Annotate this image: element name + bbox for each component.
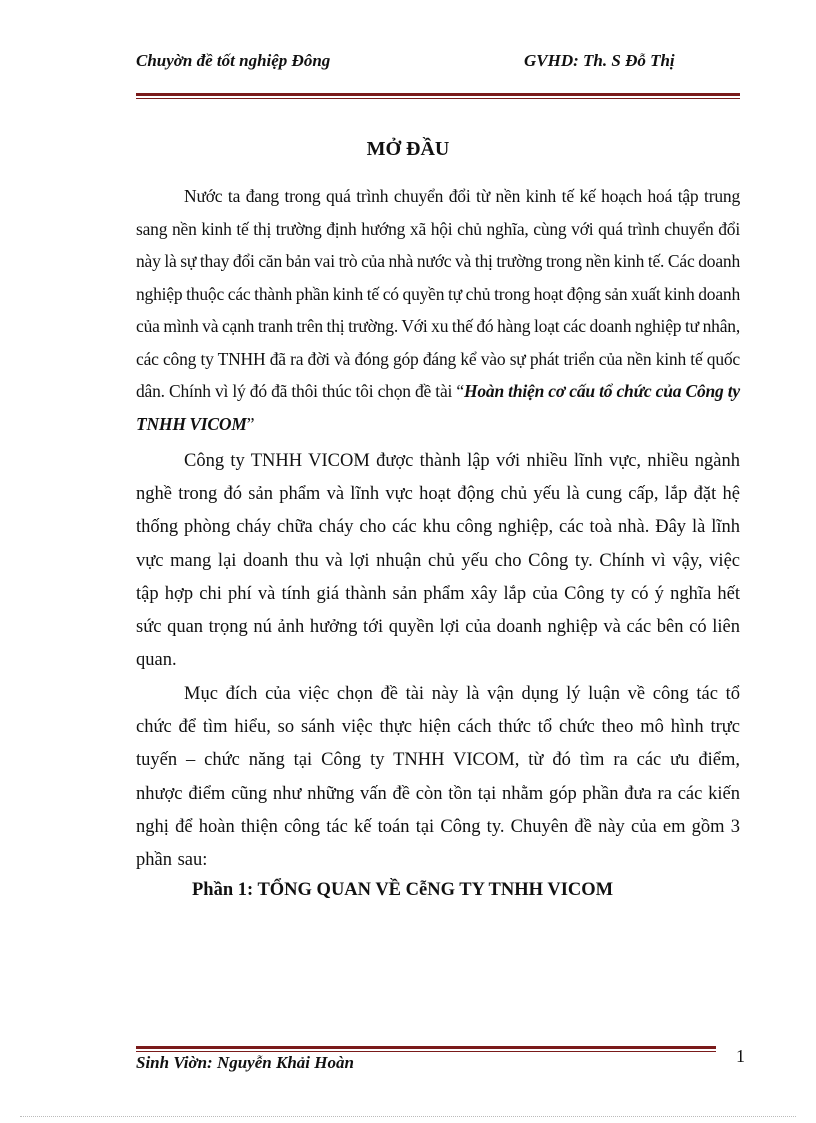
footer-author: Sinh Viờn: Nguyễn Khải Hoàn bbox=[136, 1053, 354, 1072]
paragraph-company: Công ty TNHH VICOM được thành lập với nhiều lĩnh vực, nhiều ngành nghề trong đó sản phẩm và lĩnh vực hoạt động chủ yếu là cung cấp, lắp đặt hệ thống phòng cháy chữa cháy cho các khu công nghiệp, các toà nhà. Đây là lĩnh vực mang lại doanh thu và lợi nhuận chủ yếu cho Công ty. Chính vì vậy, việc tập hợp chi phí và tính giá thành sản phẩm xây lắp của Công ty có ý nghĩa hết sức quan trọng nú ảnh hưởng tới quyền lợi của doanh nghiệp và các bên có liên quan. bbox=[136, 451, 740, 671]
page-title: MỞ ĐẦU bbox=[366, 138, 450, 160]
closing-quote: ” bbox=[246, 413, 255, 434]
header-advisor: GVHD: Th. S Đỗ Thị bbox=[524, 51, 675, 70]
header-course-title: Chuyờn đề tốt nghiệp Đông bbox=[136, 51, 331, 70]
paragraph-purpose: Mục đích của việc chọn đề tài này là vận dụng lý luận về công tác tổ chức để tìm hiểu, so sánh việc thực hiện cách thức tổ chức theo mô hình trực tuyến – chức năng tại Công ty TNHH VICOM, từ đó tìm ra các ưu điểm, nhược điểm cũng như những vấn đề còn tồn tại nhằm góp phần đưa ra các kiến nghị để hoàn thiện công tác kế toán tại Công ty. Chuyên đề này của em gồm 3 phần sau: bbox=[136, 684, 740, 871]
header-rule bbox=[136, 93, 740, 99]
paragraph-intro bbox=[136, 180, 740, 440]
paragraph-intro-text: Nước ta đang trong quá trình chuyển đổi từ nền kinh tế kế hoạch hoá tập trung sang nền kinh tế thị trường định hướng xã hội chủ nghĩa, cùng với quá trình chuyển đổi này là sự thay đổi căn bản vai trò của nhà nước và thị trường trong nền kinh tế. Các doanh nghiệp thuộc các thành phần kinh tế có quyền tự chủ trong hoạt động sản xuất kinh doanh của mình và cạnh tranh trên thị trường. Với xu thế đó hàng loạt các doanh nghiệp tư nhân, các công ty TNHH đã ra đời và đóng góp đáng kể vào sự phát triển của nền kinh tế quốc dân. Chính vì lý đó đã thôi thúc tôi chọn đề tài “ bbox=[136, 186, 740, 401]
page-edge-divider bbox=[20, 1116, 796, 1117]
footer-rule bbox=[136, 1046, 716, 1052]
section-heading: Phần 1: TỔNG QUAN VỀ CễNG TY TNHH VICOM bbox=[192, 880, 614, 900]
page-number: 1 bbox=[736, 1046, 745, 1066]
thesis-topic: Hoàn thiện cơ cấu tổ chức của Công ty TNHH VICOM bbox=[136, 381, 740, 434]
